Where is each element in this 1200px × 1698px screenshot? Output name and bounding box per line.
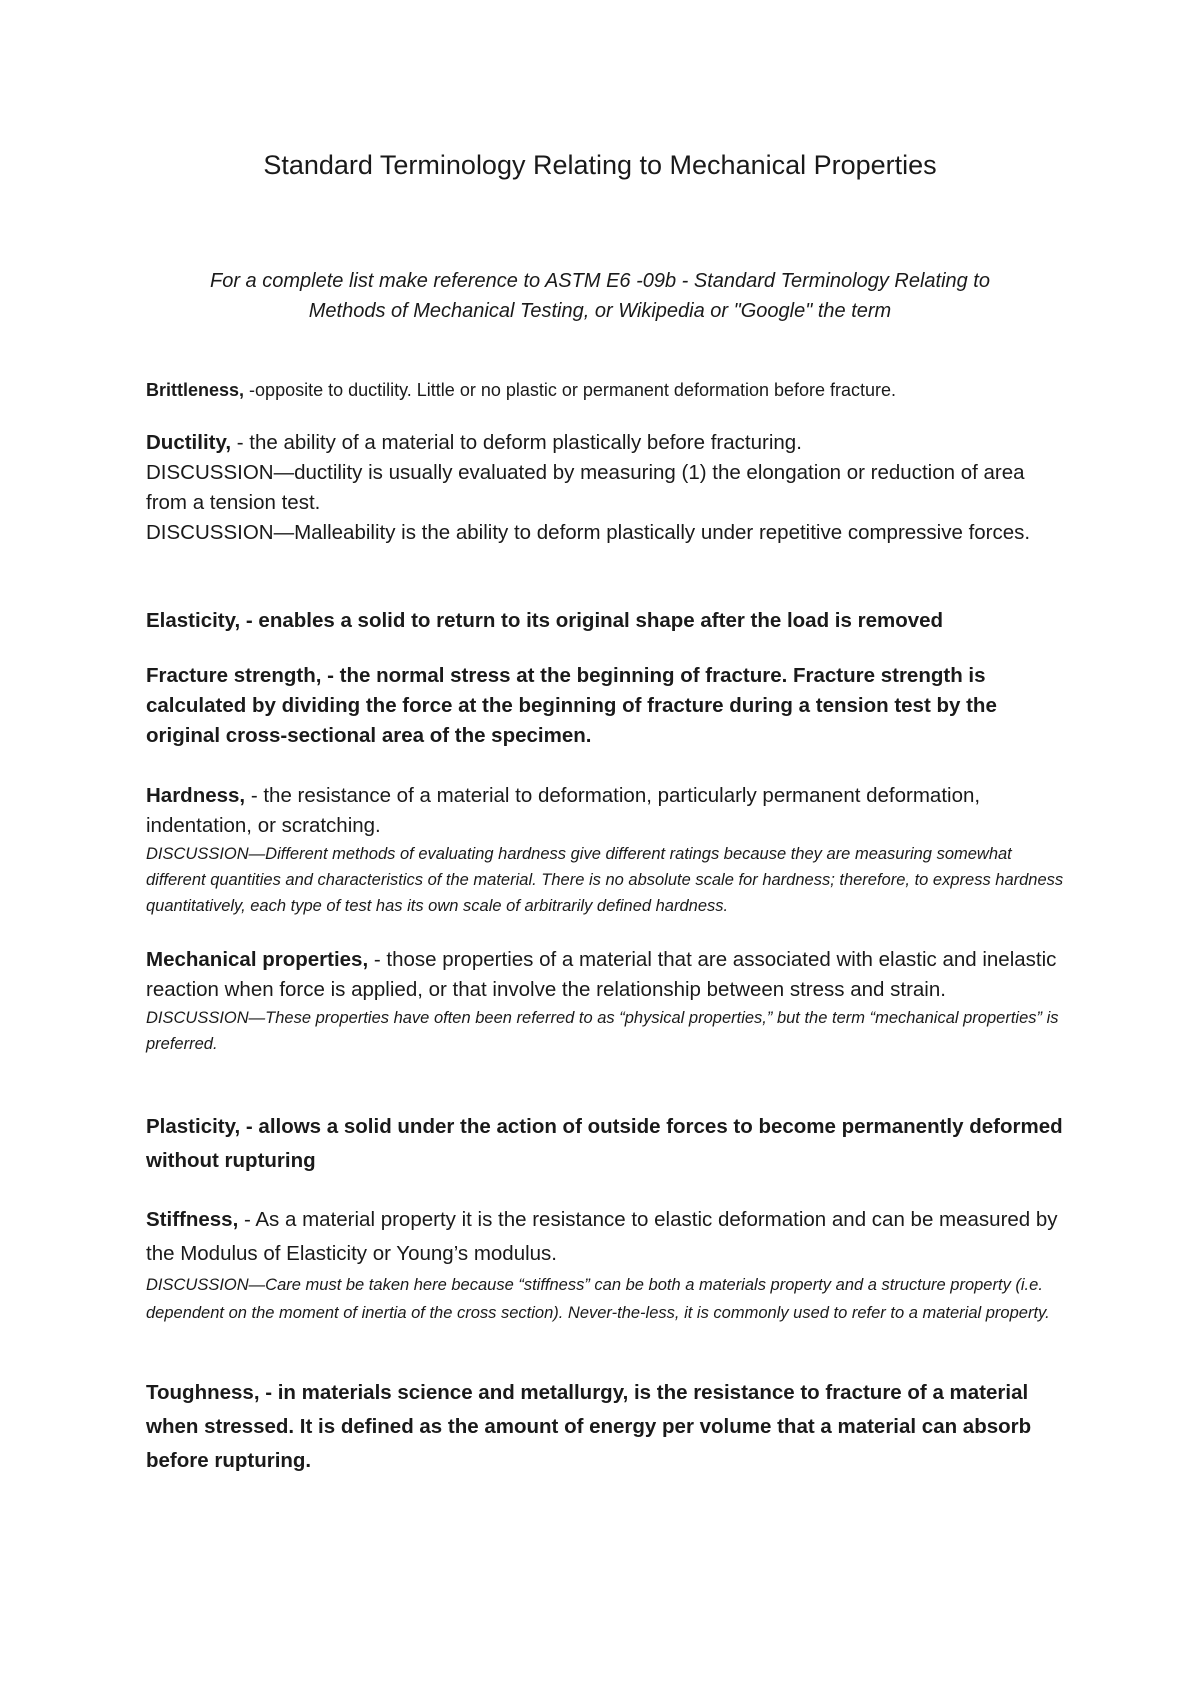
entry-hardness <box>146 781 1066 919</box>
definition-plasticity: - allows a solid under the action of outside forces to become permanently deformed without rupturing <box>146 1115 1063 1172</box>
definition-elasticity: - enables a solid to return to its original shape after the load is removed <box>240 609 944 632</box>
term-elasticity: Elasticity, <box>146 609 241 632</box>
entry-stiffness <box>146 1203 1066 1327</box>
entry-elasticity <box>146 606 1066 636</box>
definition-toughness: - in materials science and metallurgy, is the resistance to fracture of a material when stressed. It is defined as the amount of energy per volume that a material can absorb before rupturing. <box>146 1381 1032 1472</box>
discussion-stiffness: DISCUSSION—Care must be taken here because “stiffness” can be both a materials property and a structure property (i.e. dependent on the moment of inertia of the cross section). Never-the-less, it is commonly used to refer to a material property. <box>146 1276 1050 1322</box>
term-ductility: Ductility, <box>146 431 232 454</box>
intro-line-1: For a complete list make reference to ASTM E6 -09b - Standard Terminology Relating to <box>210 270 990 292</box>
entry-fracture-strength <box>146 661 1066 751</box>
term-toughness: Toughness, <box>146 1381 260 1404</box>
entry-plasticity <box>146 1110 1066 1178</box>
term-fracture-strength: Fracture strength, <box>146 664 322 687</box>
definition-hardness: - the resistance of a material to deformation, particularly permanent deformation, indentation, or scratching. <box>146 784 981 837</box>
entry-ductility <box>146 428 1066 548</box>
term-hardness: Hardness, <box>146 784 246 807</box>
definition-stiffness: - As a material property it is the resistance to elastic deformation and can be measured by the Modulus of Elasticity or Young’s modulus. <box>146 1208 1058 1265</box>
discussion-ductility-2: DISCUSSION—Malleability is the ability to deform plastically under repetitive compressive forces. <box>146 521 1031 544</box>
document-title: Standard Terminology Relating to Mechanical Properties <box>263 150 937 180</box>
definition-fracture-strength: - the normal stress at the beginning of fracture. Fracture strength is calculated by dividing the force at the beginning of fracture during a tension test by the original cross-sectional area of the specimen. <box>146 664 997 747</box>
intro-line-2: Methods of Mechanical Testing, or Wikipedia or "Google" the term <box>308 300 892 322</box>
discussion-ductility-1: DISCUSSION—ductility is usually evaluated by measuring (1) the elongation or reduction of area from a tension test. <box>146 461 1025 514</box>
definition-brittleness: -opposite to ductility. Little or no plastic or permanent deformation before fracture. <box>244 380 897 400</box>
discussion-mechanical-properties: DISCUSSION—These properties have often been referred to as “physical properties,” but the term “mechanical properties” is preferred. <box>146 1009 1059 1053</box>
term-mechanical-properties: Mechanical properties, <box>146 948 369 971</box>
term-plasticity: Plasticity, <box>146 1115 241 1138</box>
term-stiffness: Stiffness, <box>146 1208 239 1231</box>
entry-mechanical-properties <box>146 945 1066 1057</box>
definition-ductility: - the ability of a material to deform plastically before fracturing. <box>231 431 802 454</box>
entry-brittleness <box>146 375 1066 405</box>
entry-toughness <box>146 1376 1066 1478</box>
term-brittleness: Brittleness, <box>146 380 245 400</box>
definition-mechanical-properties: - those properties of a material that are associated with elastic and inelastic reaction when force is applied, or that involve the relationship between stress and strain. <box>146 948 1057 1001</box>
discussion-hardness: DISCUSSION—Different methods of evaluating hardness give different ratings because they are measuring somewhat different quantities and characteristics of the material. There is no absolute scale for hardness; therefore, to express hardness quantitatively, each type of test has its own scale of arbitrarily defined hardness. <box>146 845 1064 915</box>
intro-note <box>140 266 1060 326</box>
